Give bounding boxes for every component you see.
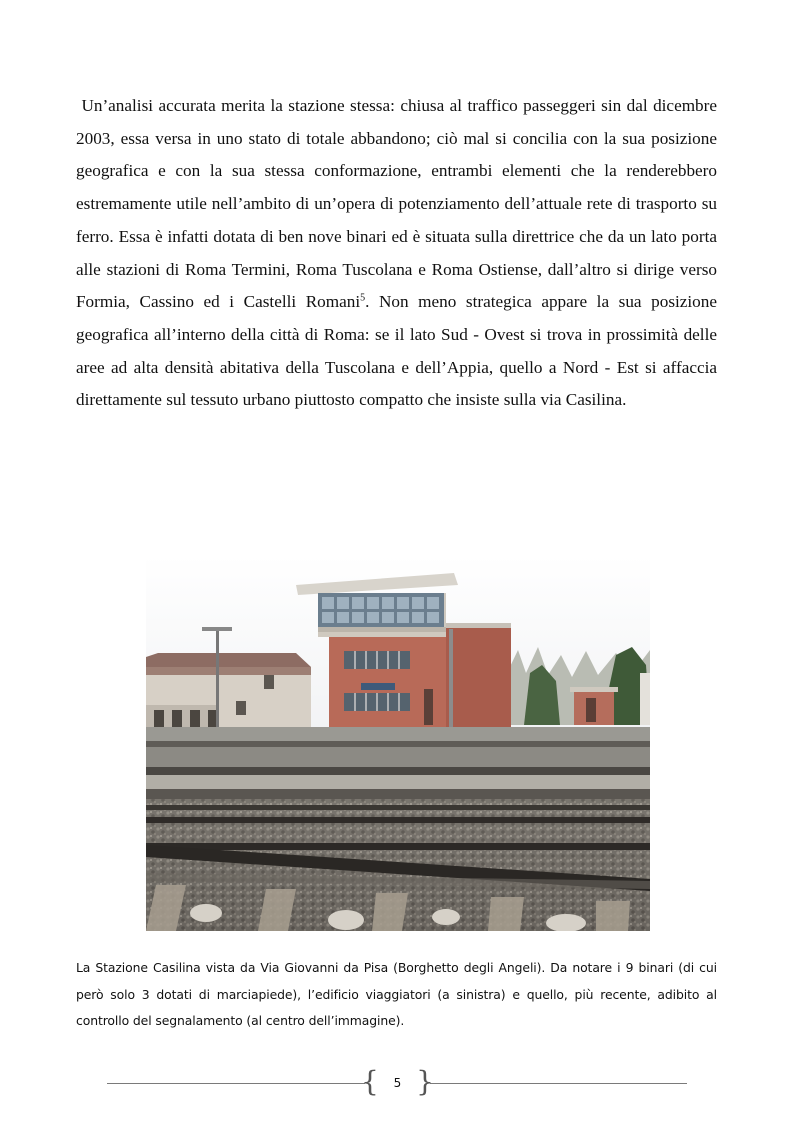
right-brace-icon: } xyxy=(416,1065,434,1098)
body-text-part1: Un’analisi accurata merita la stazione stessa: chiusa al traffico passeggeri sin dal dicembre 2003, essa versa in uno stato di totale abbandono; ciò mal si concilia con la sua posizione geografica e con la sua stessa conformazione, entrambi elementi che la renderebbero estremamente utile nell’ambito di un’opera di potenziamento dell’attuale rete di trasporto su ferro. Essa è infatti dotata di ben nove binari ed è situata sulla direttrice che da un lato porta alle stazioni di Roma Termini, Roma Tuscolana e Roma Ostiense, dall’altro si dirige verso Formia, Cassino ed i Castelli Romani xyxy=(76,96,718,312)
footer-rule-right xyxy=(430,1083,687,1084)
body-text-part2: . Non meno strategica appare la sua posizione geografica all’interno della città di Roma: se il lato Sud - Ovest si trova in prossimità delle aree ad alta densità abitativa della Tuscolana e dell’Appia, quello a Nord - Est si affaccia direttamente sul tessuto urbano piuttosto compatto che insiste sulla via Casilina. xyxy=(76,292,717,410)
page-number-box xyxy=(361,1065,434,1100)
station-photo xyxy=(146,555,650,931)
footer-rule-left xyxy=(107,1083,365,1084)
page-number: 5 xyxy=(393,1076,402,1090)
photo-caption: La Stazione Casilina vista da Via Giovanni da Pisa (Borghetto degli Angeli). Da notare i 9 binari (di cui però solo 3 dotati di marciapiede), l’edificio viaggiatori (a sinistra) e quello, più recente, adibito al controllo del segnalamento (al centro dell’immagine). xyxy=(76,960,717,1028)
footnote-reference[interactable]: 5 xyxy=(360,292,366,304)
left-brace-icon: { xyxy=(361,1065,379,1098)
body-paragraph xyxy=(76,90,717,417)
